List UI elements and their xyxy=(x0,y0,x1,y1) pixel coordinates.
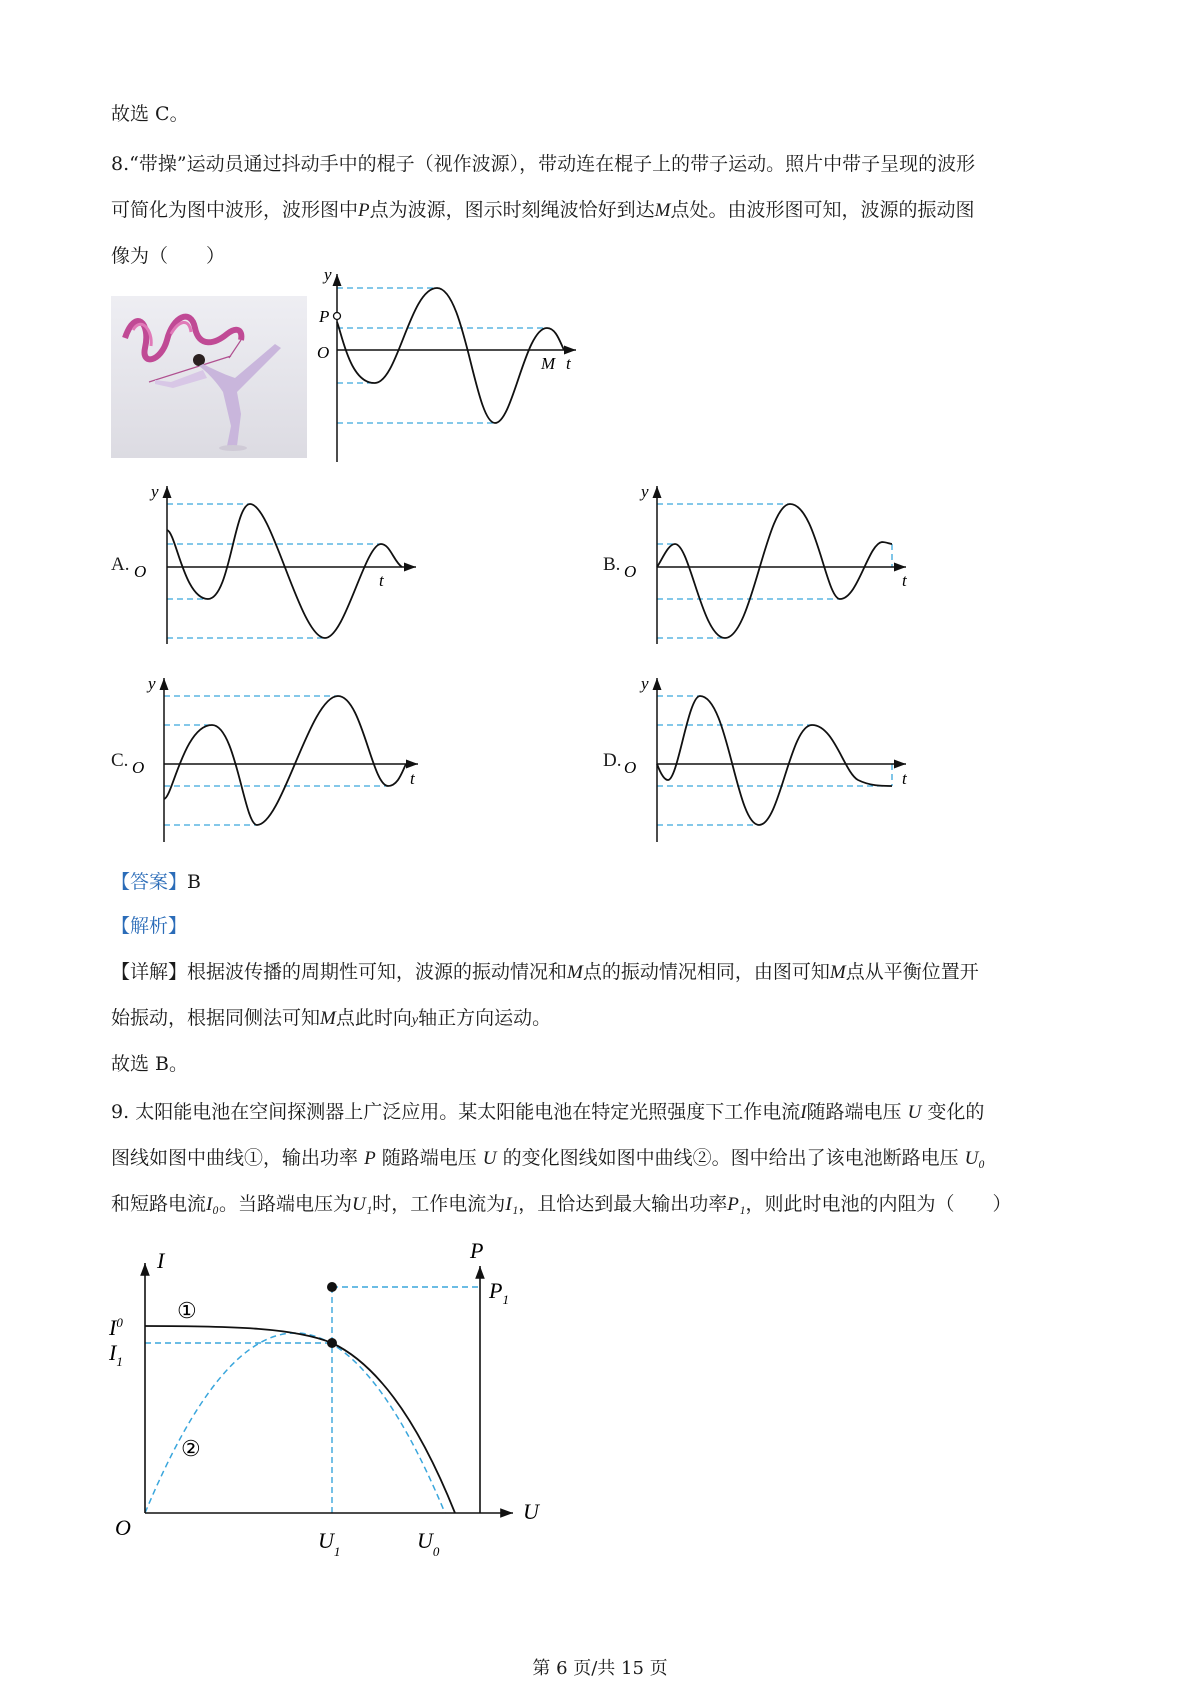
curve1-label: ① xyxy=(177,1298,197,1323)
q8-answer xyxy=(111,868,1101,897)
q9-var-u1: U₁ xyxy=(351,1194,373,1215)
detail-var-m1: M xyxy=(567,962,583,983)
analysis-tag: 【解析】 xyxy=(111,915,188,937)
main-p-label: P xyxy=(319,307,330,326)
q8-var-p: P xyxy=(358,200,370,221)
option-c-graph[interactable] xyxy=(132,672,440,847)
origin-label: O xyxy=(115,1515,131,1540)
q9-text-3a: 和短路电流 xyxy=(111,1193,207,1215)
main-t-label: t xyxy=(566,354,571,373)
p1-label: $P_1$ xyxy=(489,1278,509,1307)
q9-var-p1: P₁ xyxy=(727,1194,746,1215)
q8-text-2a: 可简化为图中波形，波形图中 xyxy=(111,199,359,221)
q9-line3 xyxy=(111,1190,1101,1219)
q8-line3: 像为（ ） xyxy=(111,245,226,267)
q9-var-p: P xyxy=(364,1148,376,1169)
option-c-y: y xyxy=(148,674,156,693)
option-d-y: y xyxy=(641,674,649,693)
q9-text-3c: 时，工作电流为 xyxy=(372,1193,506,1215)
main-m-label: M xyxy=(541,354,556,373)
option-a-label[interactable]: A. xyxy=(111,554,130,575)
q9-text-1a: 太阳能电池在空间探测器上广泛应用。某太阳能电池在特定光照强度下工作电流 xyxy=(135,1101,801,1123)
q8-number: 8. xyxy=(111,153,130,175)
u0-label: $U_0$ xyxy=(417,1528,440,1559)
u1-label: $U_1$ xyxy=(318,1528,341,1559)
q9-text-1c: 变化的 xyxy=(927,1101,985,1123)
option-b-t: t xyxy=(902,571,907,590)
option-a-graph[interactable] xyxy=(134,480,440,650)
page-footer: 第 6 页/共 15 页 xyxy=(532,1658,668,1679)
q9-var-u0: U₀ xyxy=(964,1148,985,1169)
option-c-t: t xyxy=(410,769,415,788)
answer-tag: 【答案】 xyxy=(111,871,188,893)
option-d-label[interactable]: D. xyxy=(603,750,622,771)
q8-var-m: M xyxy=(654,200,671,221)
main-o-label: O xyxy=(317,343,330,362)
q9-var-u: U xyxy=(907,1102,922,1123)
detail-var-m2: M xyxy=(829,962,846,983)
i1-label: $I_1$ xyxy=(109,1340,123,1369)
option-c-o: O xyxy=(132,758,145,777)
q9-line1 xyxy=(111,1098,1101,1127)
detail-var-y: y xyxy=(411,1013,419,1028)
u-axis-label: U xyxy=(523,1499,539,1524)
main-wave-curve xyxy=(337,288,564,423)
option-d-t: t xyxy=(902,769,907,788)
option-d-graph[interactable] xyxy=(624,672,930,847)
option-b-o: O xyxy=(624,562,637,581)
q8-text-2c: 点处。由波形图可知，波源的振动图 xyxy=(670,199,975,221)
ribbon-gymnast-photo xyxy=(111,296,307,458)
q9-text-3b: 。当路端电压为 xyxy=(218,1193,352,1215)
option-b-graph[interactable] xyxy=(624,480,930,650)
q8-line1 xyxy=(111,150,1101,179)
detail-text-1c: 点从平衡位置开 xyxy=(845,961,979,983)
max-power-point xyxy=(327,1282,337,1292)
main-y-label: y xyxy=(324,265,332,284)
q8-text-2b: 点为波源，图示时刻绳波恰好到达 xyxy=(369,199,655,221)
option-d-o: O xyxy=(624,758,637,777)
i0-label: $I^0$ xyxy=(109,1315,123,1340)
source-point-p xyxy=(334,313,341,320)
detail-var-m3: M xyxy=(320,1008,336,1029)
q8-text-1: “带操”运动员通过抖动手中的棍子（视作波源），带动连在棍子上的带子运动。照片中带子呈现的波形 xyxy=(129,153,976,175)
q9-text-3d: ，且恰达到最大输出功率 xyxy=(518,1193,728,1215)
q9-var-u2: U xyxy=(482,1148,497,1169)
detail-text-1b: 点的振动情况相同，由图可知 xyxy=(582,961,830,983)
q9-text-2a: 图线如图中曲线①，输出功率 xyxy=(111,1147,359,1169)
detail-text-1a: 根据波传播的周期性可知，波源的振动情况和 xyxy=(187,961,568,983)
option-a-y: y xyxy=(151,482,159,501)
q8-detail-line2 xyxy=(111,1004,1101,1035)
prev-conclusion: 故选 C。 xyxy=(111,103,189,125)
option-b-label[interactable]: B. xyxy=(603,554,621,575)
option-a-t: t xyxy=(379,571,384,590)
power-curve-2 xyxy=(145,1333,445,1513)
detail-text-2b: 点此时向 xyxy=(335,1007,412,1029)
q9-var-i0: I₀ xyxy=(206,1194,219,1215)
option-a-o: O xyxy=(134,562,147,581)
option-b-y: y xyxy=(641,482,649,501)
q9-text-1b: 随路端电压 xyxy=(806,1101,902,1123)
detail-tag: 【详解】 xyxy=(111,961,188,983)
p-axis-label: P xyxy=(470,1238,484,1263)
detail-text-2a: 始振动，根据同侧法可知 xyxy=(111,1007,321,1029)
q9-var-i: I xyxy=(800,1102,807,1123)
operating-point xyxy=(327,1338,337,1348)
q8-conclusion: 故选 B。 xyxy=(111,1053,189,1075)
q9-var-i1: I₁ xyxy=(505,1194,519,1215)
q8-line2 xyxy=(111,196,1101,225)
q8-detail-line1 xyxy=(111,958,1101,987)
q9-line2 xyxy=(111,1144,1101,1173)
solar-cell-graph xyxy=(105,1238,565,1568)
q9-text-3e: ，则此时电池的内阻为（ ） xyxy=(745,1193,1012,1215)
i-axis-label: I xyxy=(157,1248,165,1273)
main-wave-graph xyxy=(317,265,620,466)
curve2-label: ② xyxy=(181,1436,201,1461)
q9-number: 9. xyxy=(111,1101,130,1123)
q9-text-2b: 随路端电压 xyxy=(381,1147,477,1169)
q8-analysis xyxy=(111,912,1101,941)
q9-text-2c: 的变化图线如图中曲线②。图中给出了该电池断路电压 xyxy=(502,1147,959,1169)
option-c-label[interactable]: C. xyxy=(111,750,129,771)
detail-text-2c: 轴正方向运动。 xyxy=(418,1007,552,1029)
answer-value: B xyxy=(187,871,201,893)
